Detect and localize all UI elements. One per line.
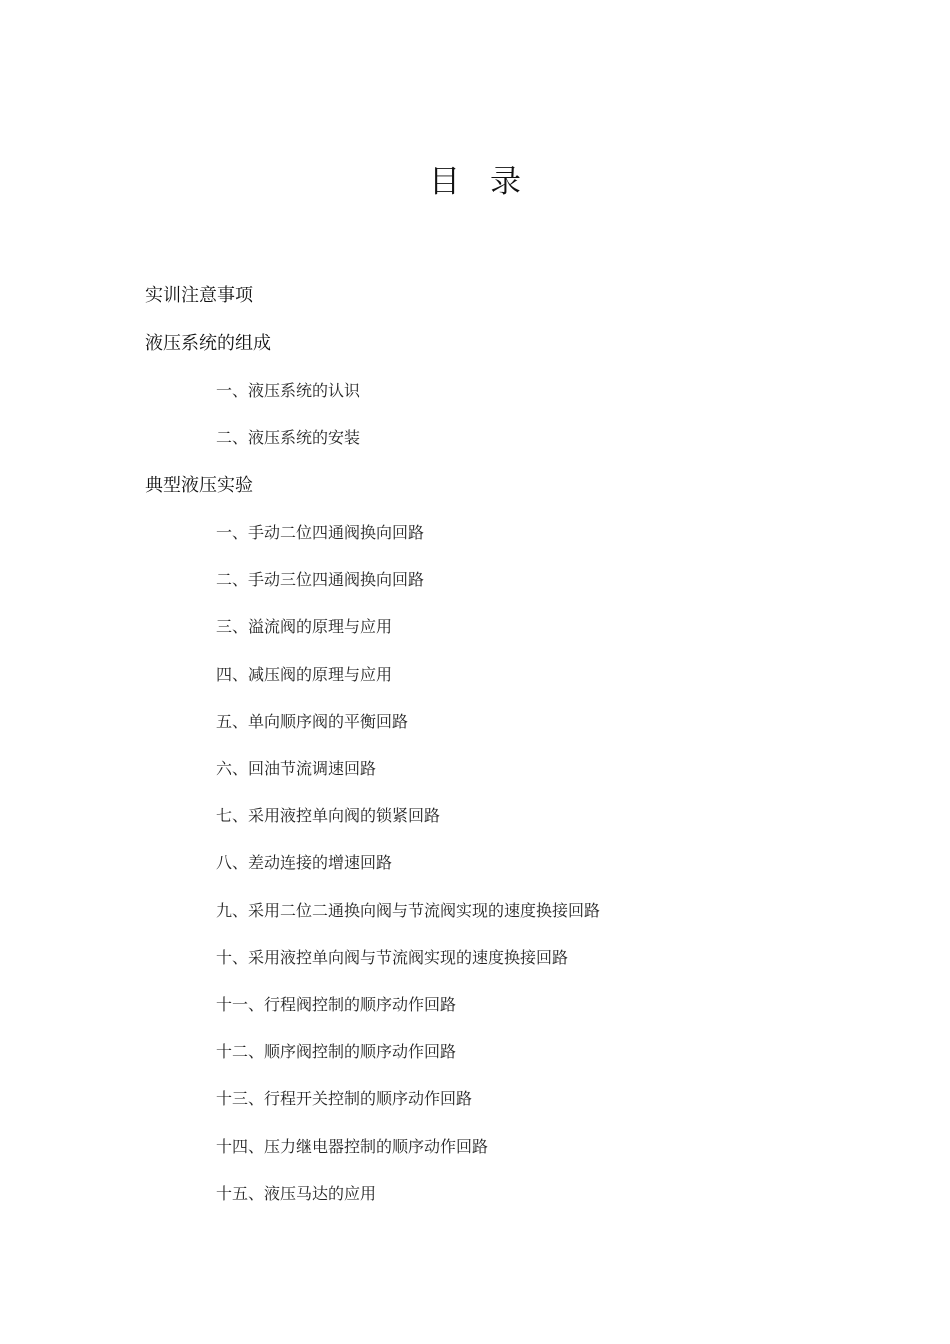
toc-item: 一、手动二位四通阀换向回路 — [216, 523, 425, 542]
toc-section-heading: 典型液压实验 — [145, 475, 253, 496]
toc-item: 二、液压系统的安装 — [216, 428, 361, 447]
toc-item: 五、单向顺序阀的平衡回路 — [216, 712, 409, 731]
toc-item: 四、减压阀的原理与应用 — [216, 665, 393, 684]
toc-item: 八、差动连接的增速回路 — [216, 853, 393, 872]
toc-item: 一、液压系统的认识 — [216, 381, 361, 400]
toc-item: 三、溢流阀的原理与应用 — [216, 617, 393, 636]
toc-item: 七、采用液控单向阀的锁紧回路 — [216, 806, 441, 825]
page-title: 目录 — [429, 164, 551, 200]
toc-section-heading: 液压系统的组成 — [145, 333, 271, 354]
toc-item: 十四、压力继电器控制的顺序动作回路 — [216, 1137, 489, 1156]
toc-section-heading: 实训注意事项 — [145, 285, 253, 306]
toc-item: 十一、行程阀控制的顺序动作回路 — [216, 995, 457, 1014]
toc-item: 十、采用液控单向阀与节流阀实现的速度换接回路 — [216, 948, 569, 967]
toc-item: 十五、液压马达的应用 — [216, 1184, 377, 1203]
toc-item: 九、采用二位二通换向阀与节流阀实现的速度换接回路 — [216, 901, 601, 920]
toc-item: 十三、行程开关控制的顺序动作回路 — [216, 1089, 473, 1108]
toc-item: 十二、顺序阀控制的顺序动作回路 — [216, 1042, 457, 1061]
toc-item: 六、回油节流调速回路 — [216, 759, 377, 778]
toc-item: 二、手动三位四通阀换向回路 — [216, 570, 425, 589]
